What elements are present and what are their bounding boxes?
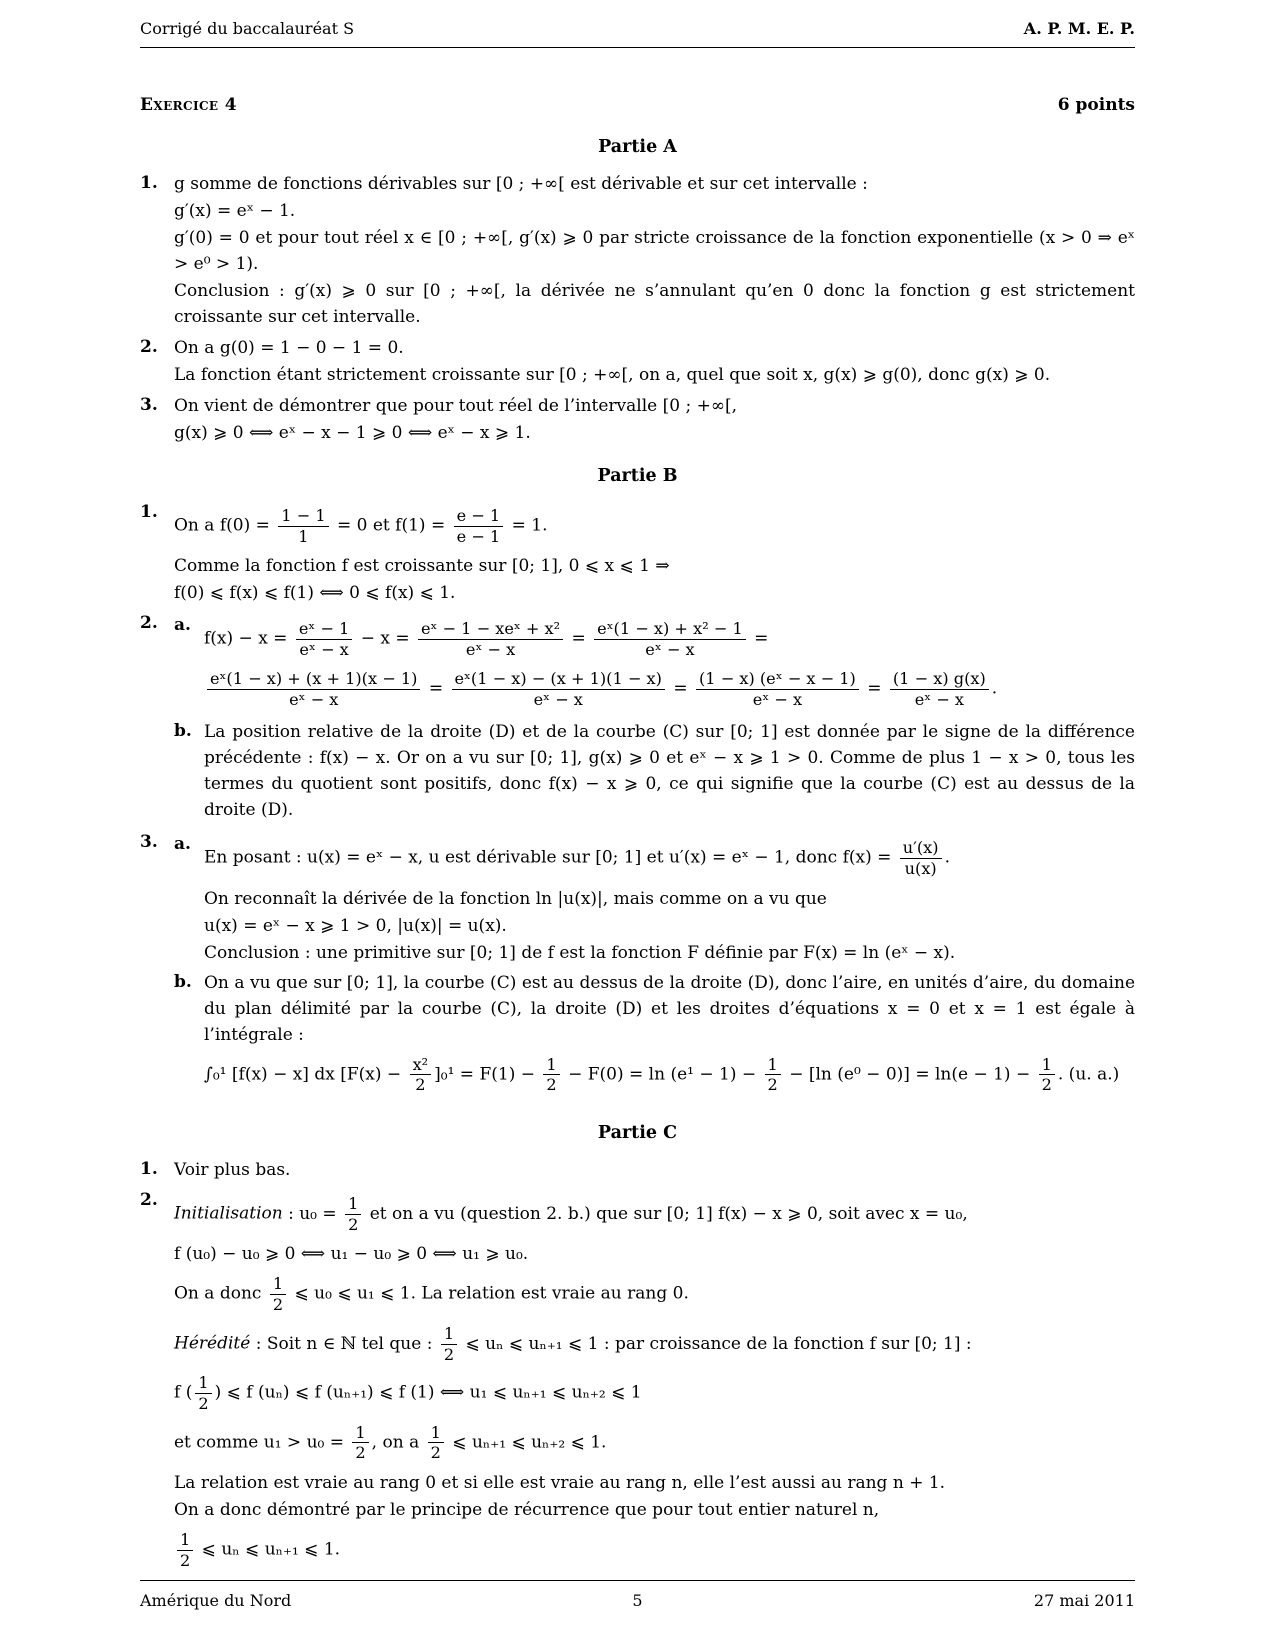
fraction: $\frac{u'(x)}{u(x)}$ — [900, 838, 942, 878]
item-number: 2. — [140, 337, 158, 357]
item-body — [174, 1187, 1135, 1577]
sub-item-b2b — [174, 718, 1135, 824]
math-line: et comme u₁ > u₀ = $\frac{1}{2}$ , on a $\frac{1}{2}$ ⩽ uₙ₊₁ ⩽ uₙ₊₂ ⩽ 1. — [174, 1422, 607, 1463]
math-line: En posant : u(x) = eˣ − x, u est dérivable sur [0; 1] et u′(x) = eˣ − 1, donc f(x) = $\frac{u'(x)}{u(x)}$ . — [204, 838, 950, 878]
paragraph: La position relative de la droite (D) et de la courbe (C) sur [0; 1] est donnée par le signe de la différence précédente : f(x) − x. Or on a vu sur [0; 1], g(x) ⩾ 0 et eˣ − x ⩾ 1 > 0. Comme de plus 1 − x > 0, tous les termes du quotient sont positifs, donc f(x) − x ⩾ 0, ce qui signifie que la courbe (C) est au dessus de la droite (D). — [204, 722, 1135, 821]
fraction: $\frac{1}{2}$ — [345, 1194, 361, 1234]
math-line: $\frac{1}{2}$ ⩽ uₙ ⩽ uₙ₊₁ ⩽ 1. — [174, 1528, 1135, 1572]
sub-item-label: b. — [174, 721, 192, 742]
item-body — [174, 829, 1135, 1104]
exercise-title: Exercice 4 — [140, 95, 237, 115]
fraction: $\frac{(1 - x) g(x)}{\text{eˣ − x}}$ — [890, 669, 989, 709]
sub-item-b3a — [174, 831, 1135, 966]
math-line: g(x) ⩾ 0 ⟺ eˣ − x − 1 ⩾ 0 ⟺ eˣ − x ⩾ 1. — [174, 423, 531, 443]
math-line: On a g(0) = 1 − 0 − 1 = 0. — [174, 338, 404, 358]
item-number: 2. — [140, 1190, 158, 1211]
fraction: $\frac{\text{x²}}{2}$ — [410, 1055, 432, 1095]
text-line: On vient de démontrer que pour tout réel de l’intervalle [0 ; +∞[, — [174, 396, 738, 416]
fraction: $\frac{1}{2}$ — [765, 1055, 781, 1095]
fraction: $\frac{\text{eˣ(1 − x) + (x + 1)(x − 1)}}{\text{eˣ − x}}$ — [207, 669, 420, 709]
list-item-c1 — [140, 1156, 1135, 1184]
list-item-b2 — [140, 610, 1135, 826]
footer-right-date: 27 mai 2011 — [1033, 1591, 1135, 1610]
list-item-a2 — [140, 334, 1135, 389]
math-span: : u₀ = $\frac{1}{2}$ et on a vu (question 2. b.) que sur [0; 1] f(x) − x ⩾ 0, soit avec x = u₀, — [282, 1194, 968, 1234]
sub-item-body — [204, 831, 1135, 966]
sub-item-label: a. — [174, 615, 191, 636]
math-line: On a f(0) = $\frac{1 - 1}{1}$ = 0 et f(1) = $\frac{e - 1}{e - 1}$ = 1. — [174, 506, 548, 546]
item-number: 1. — [140, 1159, 158, 1180]
fraction: $\frac{1}{2}$ — [270, 1274, 286, 1314]
section-title-partie-b: Partie B — [597, 466, 678, 486]
fraction: $\frac{\text{eˣ − 1 − xeˣ + x²}}{\text{eˣ − x}}$ — [418, 619, 563, 659]
list-item-c2 — [140, 1187, 1135, 1577]
fraction: $\frac{1}{2}$ — [177, 1530, 193, 1570]
fraction: $\frac{1}{2}$ — [441, 1324, 457, 1364]
math-span: : Soit n ∈ ℕ tel que : $\frac{1}{2}$ ⩽ uₙ ⩽ uₙ₊₁ ⩽ 1 : par croissance de la fonction f sur [0; 1] : — [250, 1323, 972, 1364]
list-item-b1 — [140, 499, 1135, 607]
integral-line: ∫₀¹ [f(x) − x] dx [F(x) − $\frac{\text{x²}}{2}$ ]₀¹ = F(1) − $\frac{1}{2}$ − F(0) = ln (e¹ − 1) − $\frac{1}{2}$ − [ln (e⁰ − 0)] = ln(e − 1) − $\frac{1}{2}$ . (u. a.) — [204, 1054, 1120, 1095]
footer-page-number: 5 — [632, 1591, 643, 1610]
text-line: g somme de fonctions dérivables sur [0 ; +∞[ est dérivable et sur cet intervalle : — [174, 174, 868, 194]
sub-item-label: a. — [174, 834, 191, 855]
fraction: $\frac{\text{eˣ(1 − x) + x² − 1}}{\text{eˣ − x}}$ — [594, 619, 746, 659]
paragraph: Conclusion : g′(x) ⩾ 0 sur [0 ; +∞[, la dérivée ne s’annulant qu’en 0 donc la fonction g est strictement croissante sur cet intervalle. — [174, 281, 1135, 327]
paragraph: g′(0) = 0 et pour tout réel x ∈ [0 ; +∞[, g′(x) ⩾ 0 par stricte croissance de la fonction exponentielle (x > 0 ⇒ eˣ > e⁰ > 1). — [174, 228, 1135, 274]
fraction: $\frac{e - 1}{e - 1}$ — [454, 506, 504, 546]
fraction: $\frac{1}{2}$ — [543, 1055, 559, 1095]
item-number: 1. — [140, 502, 158, 522]
fraction: $\frac{\text{eˣ(1 − x) − (x + 1)(1 − x)}}{\text{eˣ − x}}$ — [452, 669, 665, 709]
item-number: 2. — [140, 613, 158, 634]
text-line: Voir plus bas. — [174, 1160, 291, 1181]
fraction: $\frac{\text{eˣ − 1}}{\text{eˣ − x}}$ — [296, 619, 352, 659]
fraction: $\frac{1}{2}$ — [352, 1423, 368, 1463]
item-body — [174, 610, 1135, 826]
list-item-a1 — [140, 170, 1135, 331]
sub-item-b3b — [174, 969, 1135, 1102]
exercise-row — [140, 92, 1135, 118]
item-body — [174, 499, 1135, 607]
item-body — [174, 392, 1135, 447]
paragraph: On a vu que sur [0; 1], la courbe (C) est au dessus de la droite (D), donc l’aire, en unités d’aire, du domaine du plan délimité par la courbe (C), la droite (D) et les droites d’équations x = 0 et x = 1 est égale à l’intégrale : — [204, 972, 1135, 1045]
fraction: $\frac{\text{(1 − x) (eˣ − x − 1)}}{\text{eˣ − x}}$ — [696, 669, 859, 709]
list-item-b3 — [140, 829, 1135, 1104]
initialisation-label: Initialisation — [174, 1203, 283, 1224]
section-title-partie-c: Partie C — [597, 1123, 678, 1144]
math-line: u(x) = eˣ − x ⩾ 1 > 0, |u(x)| = u(x). — [204, 915, 507, 936]
list-item-a3 — [140, 392, 1135, 447]
initialisation-line — [174, 1192, 1135, 1236]
exercise-points: 6 points — [1057, 95, 1135, 115]
math-line: g′(x) = eˣ − 1. — [174, 201, 296, 221]
math-line: $\frac{\text{eˣ(1 − x) + (x + 1)(x − 1)}}{\text{eˣ − x}}$ = $\frac{\text{eˣ(1 − x) − (x + 1)(1 − x)}}{\text{eˣ − x}}$ = $\frac{\text{(1 − x) (eˣ − x − 1)}}{\text{eˣ − x}}$ = $\frac{(1 - x) g(x)}{\text{eˣ − x}}$ . — [204, 667, 1135, 711]
section-title-partie-a: Partie A — [598, 137, 677, 157]
text-line: La relation est vraie au rang 0 et si elle est vraie au rang n, elle l’est aussi au rang n + 1. — [174, 1473, 946, 1494]
fraction: $\frac{1 - 1}{1}$ — [278, 506, 328, 546]
footer-left-text: Amérique du Nord — [140, 1591, 292, 1610]
text-line: On reconnaît la dérivée de la fonction ln |u(x)|, mais comme on a vu que — [204, 888, 827, 909]
footer-inner — [140, 1588, 1135, 1614]
fraction: $\frac{1}{2}$ — [428, 1423, 444, 1463]
sub-item-body — [204, 969, 1135, 1102]
paragraph: La fonction étant strictement croissante sur [0 ; +∞[, on a, quel que soit x, g(x) ⩾ g(0), donc g(x) ⩾ 0. — [174, 365, 1051, 385]
sub-item-b2a — [174, 612, 1135, 716]
text-line: On a donc démontré par le principe de récurrence que pour tout entier naturel n, — [174, 1500, 880, 1521]
heredite-line — [174, 1322, 1135, 1366]
item-body — [174, 170, 1135, 331]
text-line: Conclusion : une primitive sur [0; 1] de f est la fonction F définie par F(x) = ln (eˣ − x). — [204, 942, 956, 963]
fraction: $\frac{1}{2}$ — [1039, 1055, 1055, 1095]
math-line: f(0) ⩽ f(x) ⩽ f(1) ⟺ 0 ⩽ f(x) ⩽ 1. — [174, 583, 456, 604]
sub-item-label: b. — [174, 971, 192, 992]
item-number: 3. — [140, 395, 158, 415]
item-body — [174, 1156, 1135, 1184]
text-line: Comme la fonction f est croissante sur [0; 1], 0 ⩽ x ⩽ 1 ⇒ — [174, 556, 670, 577]
item-number: 3. — [140, 832, 158, 853]
page-footer — [140, 1580, 1135, 1614]
item-number: 1. — [140, 173, 158, 193]
page-header — [140, 16, 1135, 48]
sub-item-body — [204, 718, 1135, 824]
header-left-title: Corrigé du baccalauréat S — [140, 19, 355, 38]
sub-item-body — [204, 612, 1135, 716]
math-line: f(x) − x = $\frac{\text{eˣ − 1}}{\text{eˣ − x}}$ − x = $\frac{\text{eˣ − 1 − xeˣ + x²}}{\text{eˣ − x}}$ = $\frac{\text{eˣ(1 − x) + x² − 1}}{\text{eˣ − x}}$ = — [204, 619, 769, 660]
math-line: f (u₀) − u₀ ⩾ 0 ⟺ u₁ − u₀ ⩾ 0 ⟺ u₁ ⩾ u₀. — [174, 1244, 529, 1265]
header-right-brand: A. P. M. E. P. — [1023, 19, 1135, 38]
math-line: f ( $\frac{1}{2}$ ) ⩽ f (uₙ) ⩽ f (uₙ₊₁) ⩽ f (1) ⟺ u₁ ⩽ uₙ₊₁ ⩽ uₙ₊₂ ⩽ 1 — [174, 1373, 642, 1413]
fraction: $\frac{1}{2}$ — [195, 1373, 211, 1413]
item-body — [174, 334, 1135, 389]
heredite-label: Hérédité — [174, 1333, 251, 1354]
math-line: On a donc $\frac{1}{2}$ ⩽ u₀ ⩽ u₁ ⩽ 1. La relation est vraie au rang 0. — [174, 1274, 689, 1315]
